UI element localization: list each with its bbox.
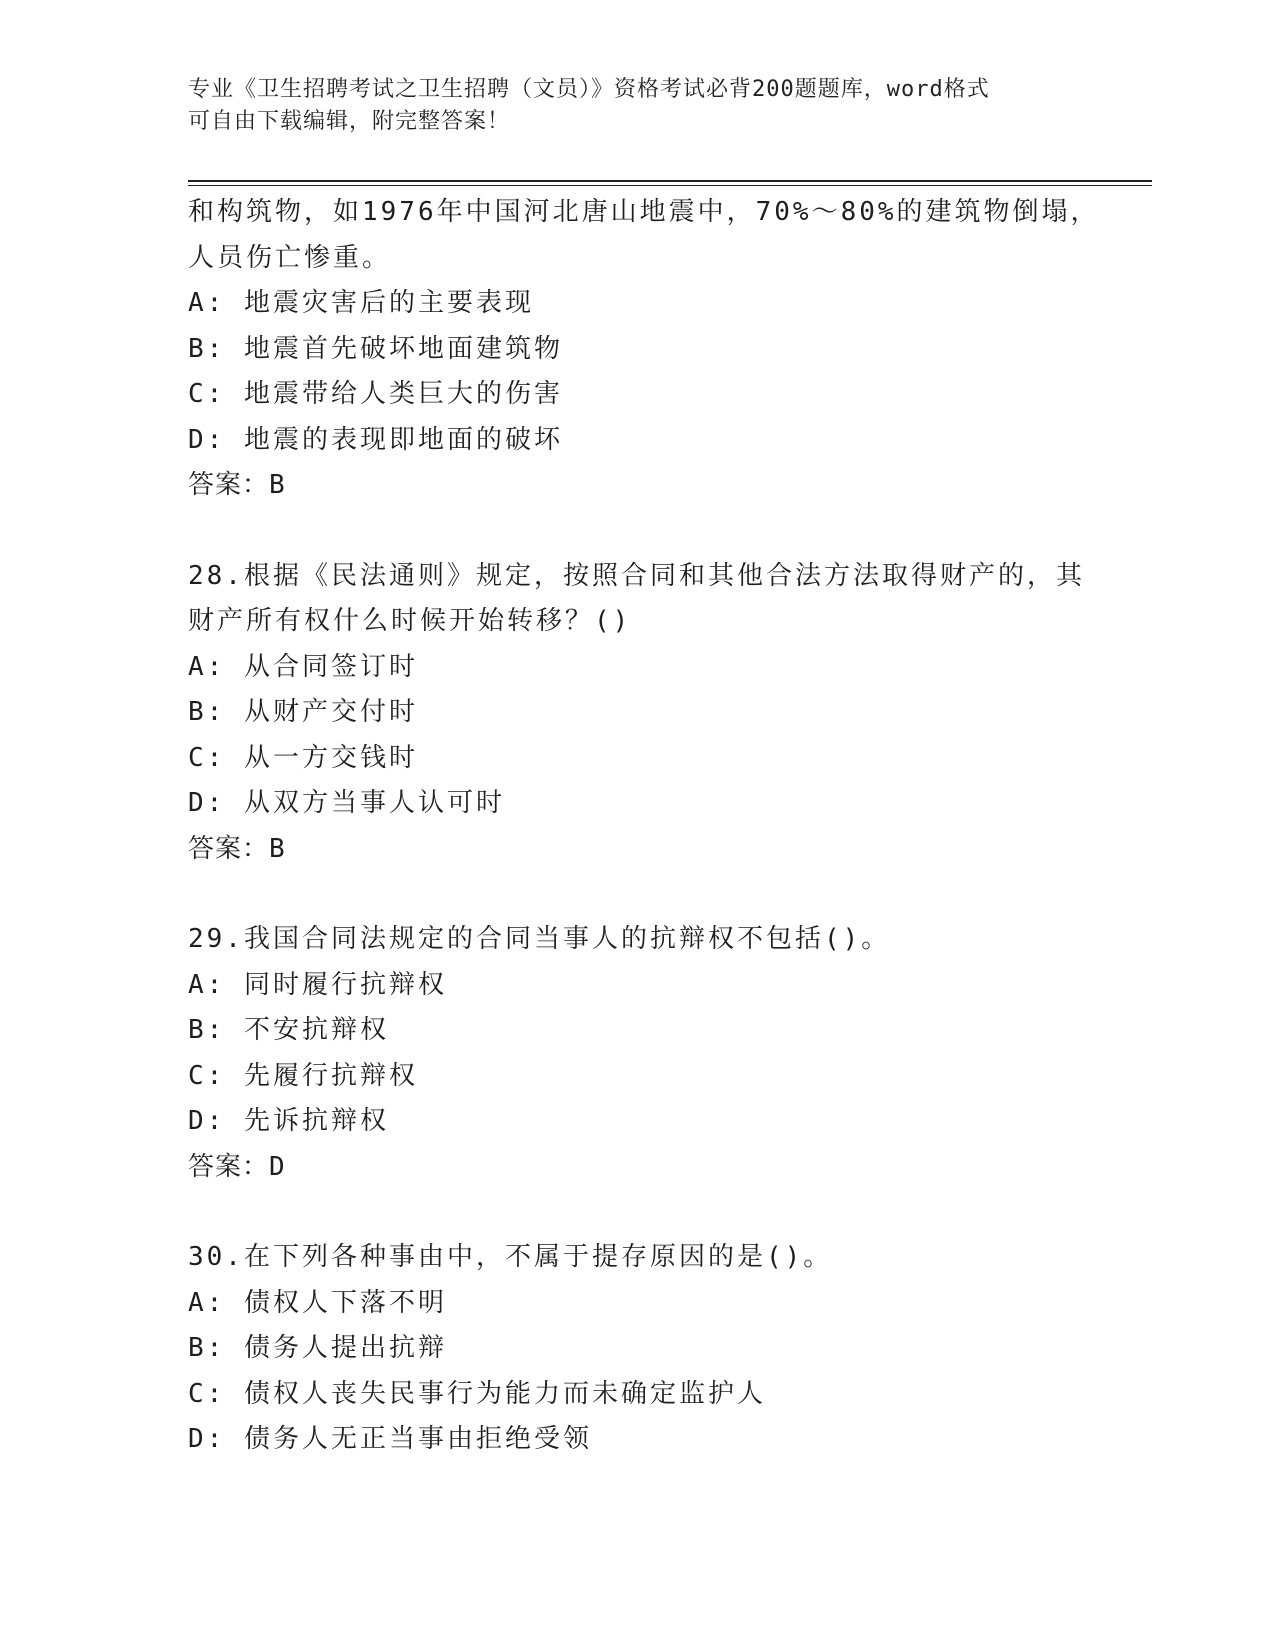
spacer <box>188 872 1088 917</box>
question-27-option-c: C: 地震带给人类巨大的伤害 <box>188 379 563 409</box>
question-list <box>188 190 1100 1463</box>
question-29-option-a: A: 同时履行抗辩权 <box>188 969 447 1000</box>
question-27-option-a: A: 地震灾害后的主要表现 <box>188 288 534 318</box>
header-line-2: 可自由下载编辑，附完整答案！ <box>188 109 511 134</box>
question-27-option-d: D: 地震的表现即地面的破坏 <box>188 424 563 455</box>
spacer <box>188 1190 1088 1235</box>
question-30-option-b: B: 债务人提出抗辩 <box>188 1333 447 1363</box>
question-30-option-d: D: 债务人无正当事由拒绝受领 <box>188 1424 592 1454</box>
question-30 <box>188 1235 1088 1463</box>
question-27 <box>188 190 1100 509</box>
question-27-answer: 答案：B <box>188 470 286 500</box>
question-30-stem-line-1: 30.在下列各种事由中，不属于提存原因的是()。 <box>188 1242 833 1272</box>
question-29-option-d: D: 先诉抗辩权 <box>188 1106 389 1136</box>
question-27-stem-line-1: 和构筑物，如1976年中国河北唐山地震中，70%～80%的建筑物倒塌， <box>188 197 1100 227</box>
header-rule-thick <box>188 180 1152 182</box>
header-line-1: 专业《卫生招聘考试之卫生招聘（文员）》资格考试必背200题题库，word格式 <box>188 77 990 102</box>
question-27-option-b: B: 地震首先破坏地面建筑物 <box>188 333 563 364</box>
question-30-option-c: C: 债权人丧失民事行为能力而未确定监护人 <box>188 1378 766 1409</box>
document-header <box>188 74 1088 138</box>
question-28-stem-line-1: 28.根据《民法通则》规定，按照合同和其他合法方法取得财产的，其 <box>188 560 1085 591</box>
question-27-stem-line-2: 人员伤亡惨重。 <box>188 242 392 273</box>
question-28-answer: 答案：B <box>188 833 286 864</box>
question-28-option-a: A: 从合同签订时 <box>188 651 418 682</box>
question-28 <box>188 554 1088 873</box>
question-28-option-b: B: 从财产交付时 <box>188 697 418 727</box>
question-29-option-b: B: 不安抗辩权 <box>188 1015 389 1045</box>
question-28-option-d: D: 从双方当事人认可时 <box>188 788 505 818</box>
header-rule-thin <box>188 185 1152 186</box>
question-29-option-c: C: 先履行抗辩权 <box>188 1060 418 1091</box>
question-30-option-a: A: 债权人下落不明 <box>188 1287 447 1318</box>
question-29-answer: 答案：D <box>188 1151 286 1182</box>
question-28-option-c: C: 从一方交钱时 <box>188 742 418 773</box>
spacer <box>188 509 1088 554</box>
question-29 <box>188 917 1088 1190</box>
question-28-stem-line-2: 财产所有权什么时候开始转移？() <box>188 606 632 636</box>
question-29-stem-line-1: 29.我国合同法规定的合同当事人的抗辩权不包括()。 <box>188 924 891 954</box>
